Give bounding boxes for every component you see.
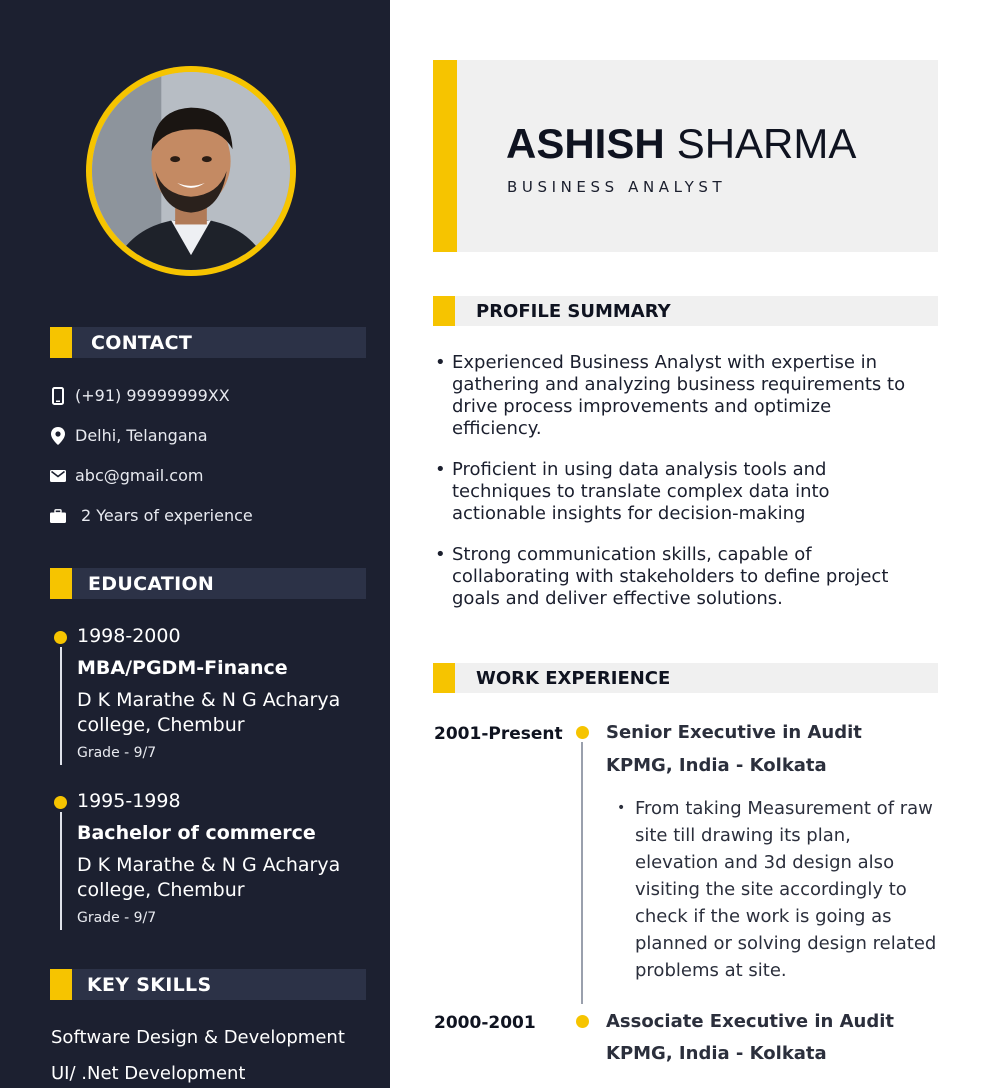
phone-icon bbox=[50, 387, 66, 405]
job-company: KPMG, India - Kolkata bbox=[606, 1043, 827, 1064]
contact-location bbox=[50, 426, 208, 445]
heading-accent-bar bbox=[50, 969, 72, 1000]
education-years: 1998-2000 bbox=[77, 625, 181, 647]
job-title: BUSINESS ANALYST bbox=[507, 178, 727, 196]
timeline-dot bbox=[576, 1015, 589, 1028]
education-years: 1995-1998 bbox=[77, 790, 181, 812]
mail-icon bbox=[50, 467, 66, 485]
education-heading bbox=[50, 568, 366, 599]
work-experience-heading-label: WORK EXPERIENCE bbox=[476, 667, 671, 689]
job-company: KPMG, India - Kolkata bbox=[606, 755, 827, 776]
work-experience-heading bbox=[433, 663, 938, 693]
contact-experience bbox=[50, 506, 253, 525]
timeline-dot bbox=[54, 631, 67, 644]
contact-location-text: Delhi, Telangana bbox=[75, 426, 208, 445]
profile-photo-frame bbox=[86, 66, 296, 276]
education-heading-label: EDUCATION bbox=[88, 572, 215, 595]
skill-item: Software Design & Development bbox=[51, 1027, 345, 1048]
profile-summary-heading-label: PROFILE SUMMARY bbox=[476, 300, 671, 322]
profile-photo bbox=[92, 72, 290, 270]
first-name: ASHISH bbox=[506, 120, 665, 167]
job-dates: 2001-Present bbox=[434, 724, 563, 744]
contact-phone-text: (+91) 99999999XX bbox=[75, 386, 230, 405]
education-school: D K Marathe & N G Acharya college, Chembur bbox=[77, 689, 341, 736]
education-entry bbox=[50, 790, 370, 930]
education-entry bbox=[50, 625, 370, 765]
skills-heading-label: KEY SKILLS bbox=[87, 973, 212, 996]
contact-experience-text: 2 Years of experience bbox=[81, 506, 253, 525]
job-description: • From taking Measurement of raw site till drawing its plan, elevation and 3d design also visiting the site accordingly to check if the work is going as planned or solving design related problems at site. bbox=[617, 795, 937, 984]
education-degree: Bachelor of commerce bbox=[77, 822, 316, 844]
education-degree: MBA/PGDM-Finance bbox=[77, 657, 288, 679]
education-grade: Grade - 9/7 bbox=[77, 745, 157, 761]
contact-heading-label: CONTACT bbox=[91, 331, 193, 354]
skills-heading bbox=[50, 969, 366, 1000]
heading-accent-bar bbox=[50, 568, 72, 599]
heading-accent-bar bbox=[433, 296, 455, 326]
skill-item: UI/ .Net Development bbox=[51, 1063, 246, 1084]
timeline-dot bbox=[576, 726, 589, 739]
timeline-line bbox=[60, 812, 62, 930]
last-name: SHARMA bbox=[676, 120, 857, 167]
job-dates: 2000-2001 bbox=[434, 1013, 536, 1033]
person-portrait-icon bbox=[92, 72, 290, 270]
header-accent-bar bbox=[433, 60, 457, 252]
timeline-line bbox=[60, 647, 62, 765]
summary-item: • Strong communication skills, capable of collaborating with stakeholders to define project goals and deliver effective solutions. bbox=[435, 544, 915, 610]
timeline-line bbox=[581, 742, 583, 1004]
name-header bbox=[433, 60, 938, 252]
timeline-dot bbox=[54, 796, 67, 809]
contact-phone bbox=[50, 386, 230, 405]
profile-summary-list bbox=[435, 352, 915, 629]
heading-accent-bar bbox=[50, 327, 72, 358]
contact-email-text[interactable]: abc@gmail.com bbox=[75, 466, 204, 485]
job-role: Senior Executive in Audit bbox=[606, 722, 862, 743]
heading-accent-bar bbox=[433, 663, 455, 693]
profile-summary-heading bbox=[433, 296, 938, 326]
location-icon bbox=[50, 427, 66, 445]
job-role: Associate Executive in Audit bbox=[606, 1011, 895, 1032]
contact-heading bbox=[50, 327, 366, 358]
full-name bbox=[506, 120, 856, 168]
briefcase-icon bbox=[50, 507, 66, 525]
sidebar bbox=[0, 0, 390, 1088]
contact-email bbox=[50, 466, 203, 485]
education-school: D K Marathe & N G Acharya college, Chembur bbox=[77, 854, 341, 901]
summary-item: • Experienced Business Analyst with expertise in gathering and analyzing business requirements to drive process improvements and optimize efficiency. bbox=[435, 352, 915, 440]
summary-item: • Proficient in using data analysis tools and techniques to translate complex data into actionable insights for decision-making bbox=[435, 459, 915, 525]
education-grade: Grade - 9/7 bbox=[77, 910, 157, 926]
